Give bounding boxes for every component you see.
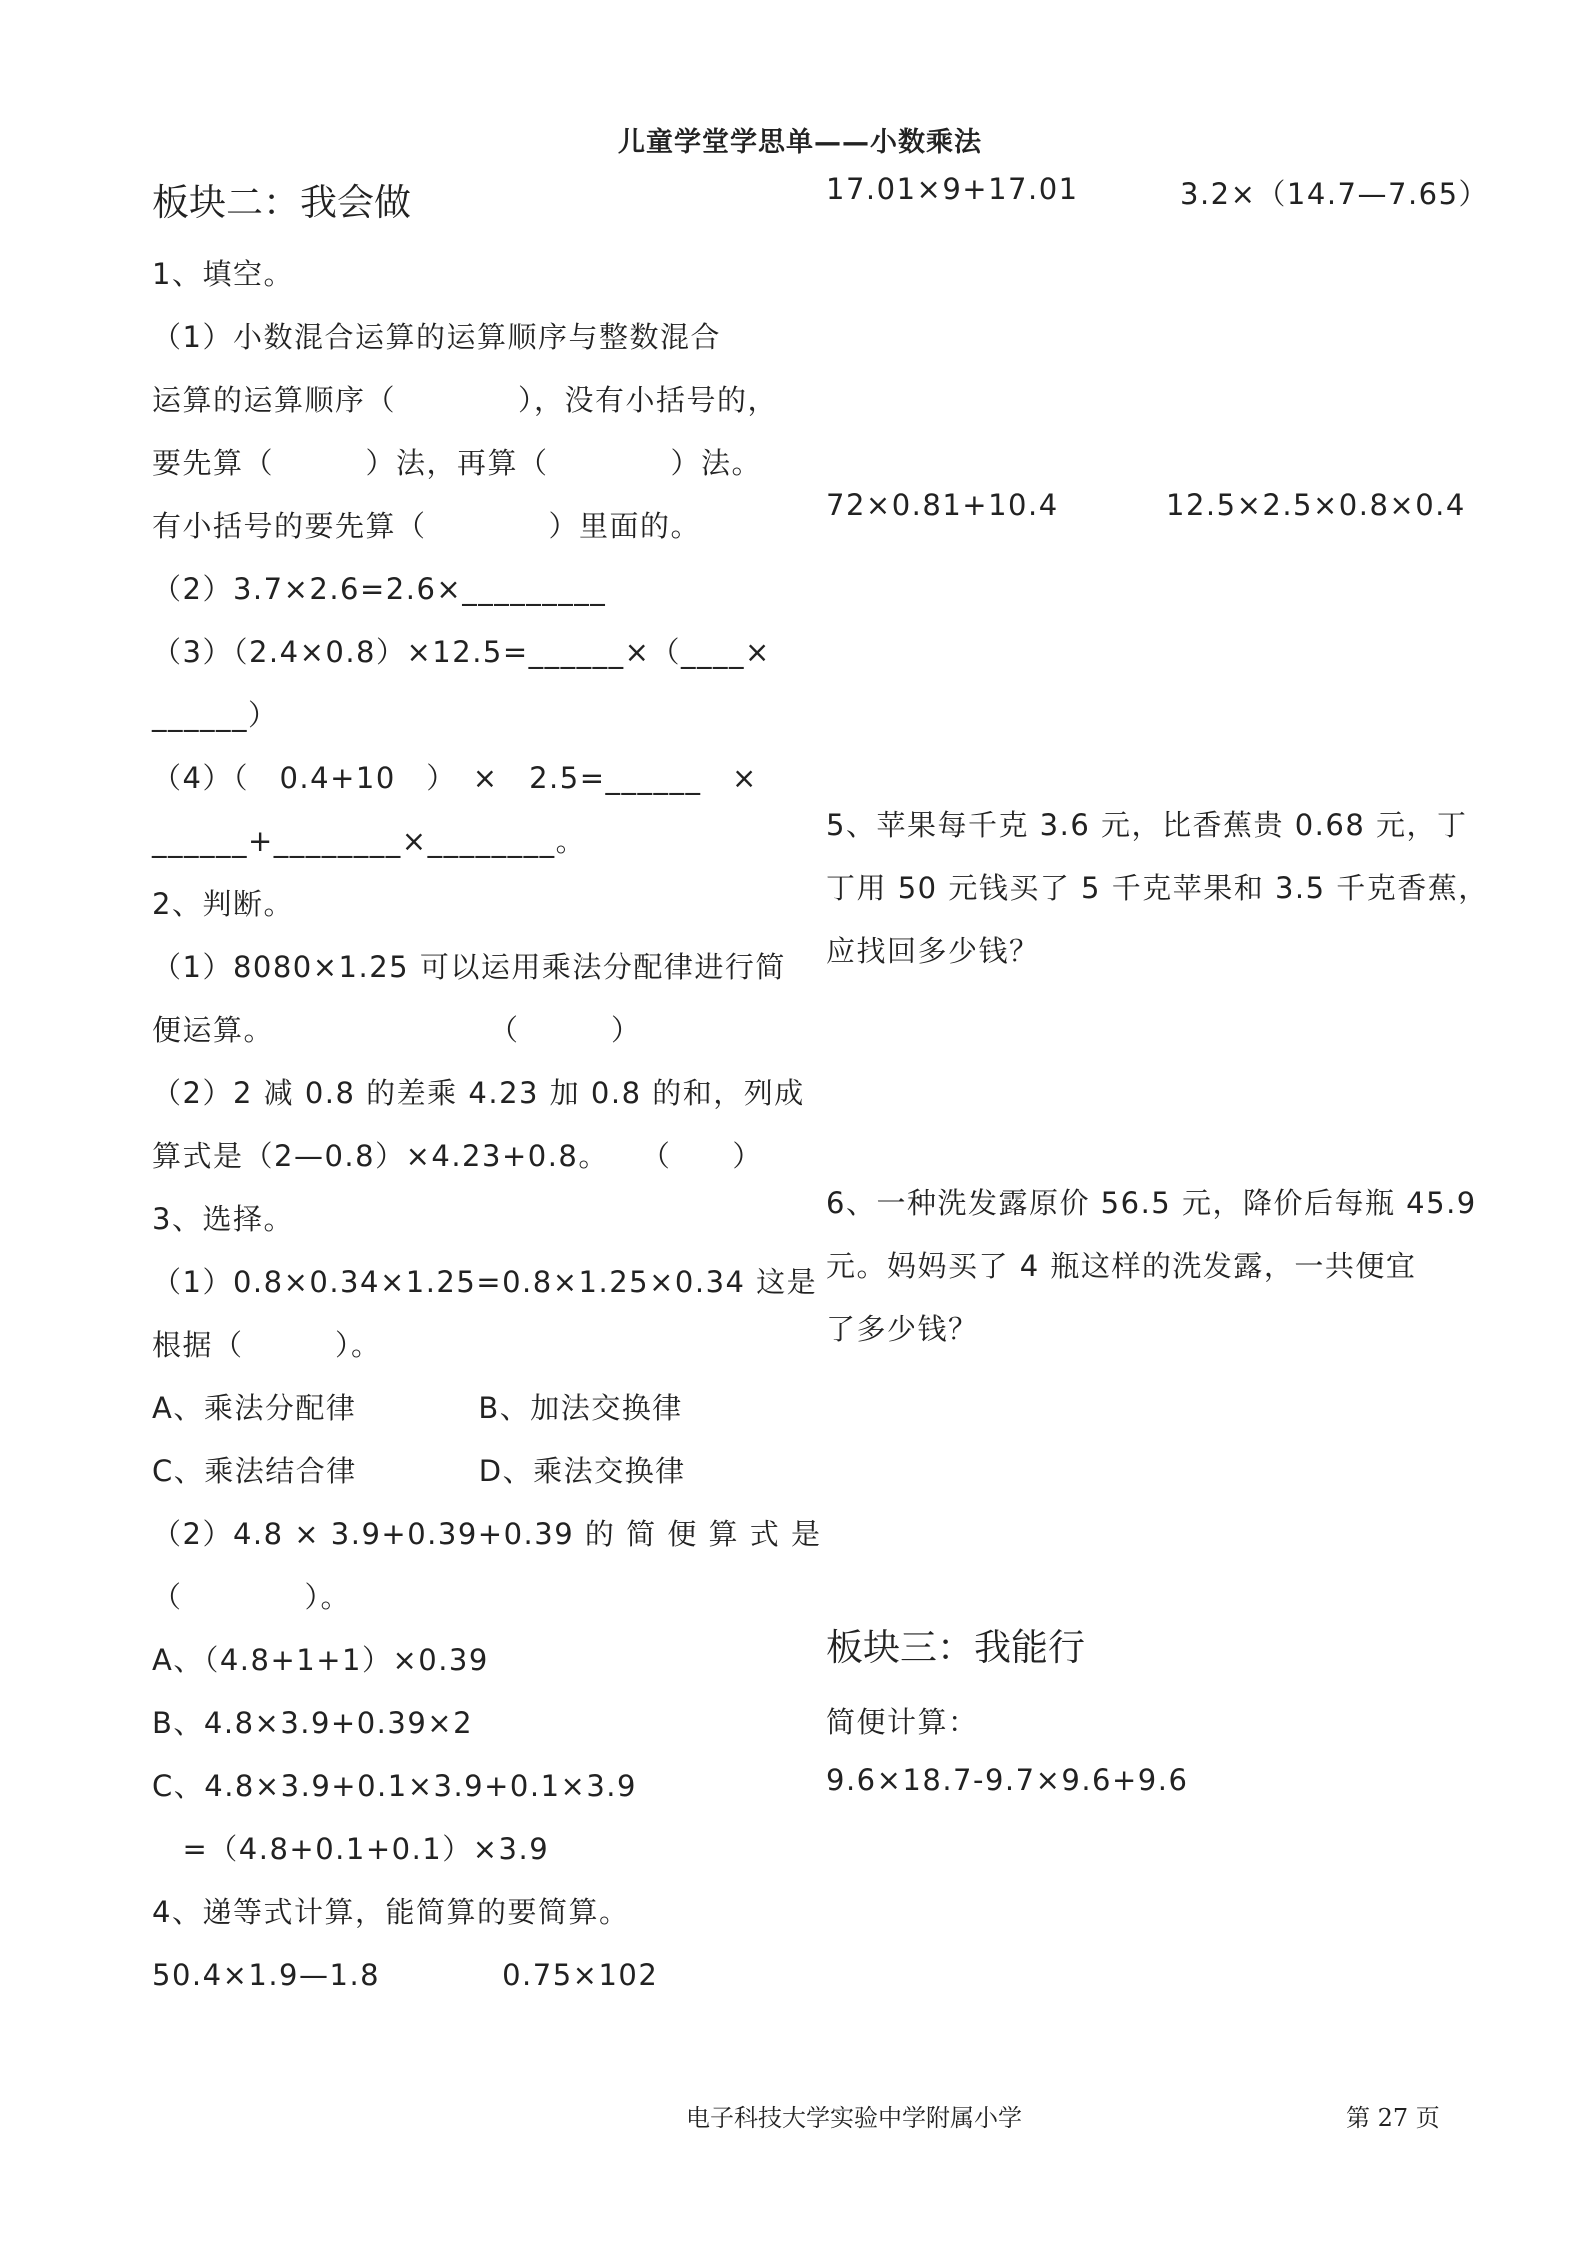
q1-4-line2: ______+________×________。 xyxy=(152,824,587,858)
q1-1-line4: 有小括号的要先算（ ）里面的。 xyxy=(152,509,702,543)
q3-2-line2: （ ）。 xyxy=(152,1580,352,1614)
q3-2-option-b: B、4.8×3.9+0.39×2 xyxy=(152,1706,474,1740)
section-title-3: 板块三：我能行 xyxy=(826,1626,1085,1669)
q6-line2: 元。妈妈买了 4 瓶这样的洗发露，一共便宜 xyxy=(826,1249,1417,1283)
q3-1-options-cd: C、乘法结合律 D、乘法交换律 xyxy=(152,1454,686,1488)
q3-2-line1: （2）4.8 × 3.9+0.39+0.39 的 简 便 算 式 是 xyxy=(152,1517,822,1551)
q4-expr-3: 72×0.81+10.4 xyxy=(826,488,1059,522)
footer-school: 电子科技大学实验中学附属小学 xyxy=(686,2104,1022,2132)
q2-heading: 2、判断。 xyxy=(152,887,294,921)
q3-1-line2: 根据（ ）。 xyxy=(152,1328,382,1362)
q4-row1: 50.4×1.9—1.8 0.75×102 xyxy=(152,1958,659,1992)
q2-2-line1: （2）2 减 0.8 的差乘 4.23 加 0.8 的和，列成 xyxy=(152,1076,805,1110)
q2-1-line2: 便运算。 （ ） xyxy=(152,1013,642,1047)
simplify-heading: 简便计算： xyxy=(826,1705,979,1739)
q1-1-line3: 要先算（ ）法，再算（ ）法。 xyxy=(152,446,763,480)
q3-2-option-c-cont: =（4.8+0.1+0.1）×3.9 xyxy=(152,1832,550,1866)
q1-3-line1: （3）（2.4×0.8）×12.5=______×（____× xyxy=(152,635,771,669)
q1-2: （2）3.7×2.6=2.6×_________ xyxy=(152,572,607,606)
q3-1-options-ab: A、乘法分配律 B、加法交换律 xyxy=(152,1391,683,1425)
q1-3-line2: ______） xyxy=(152,698,279,732)
q3-heading: 3、选择。 xyxy=(152,1202,294,1236)
q2-2-line2: 算式是（2—0.8）×4.23+0.8。 （ ） xyxy=(152,1139,763,1173)
q6-line3: 了多少钱？ xyxy=(826,1312,979,1346)
q1-1-line1: （1）小数混合运算的运算顺序与整数混合 xyxy=(152,320,721,354)
q5-line1: 5、苹果每千克 3.6 元，比香蕉贵 0.68 元，丁 xyxy=(826,808,1468,842)
q4-expr-4: 12.5×2.5×0.8×0.4 xyxy=(1166,488,1466,522)
q5-line2: 丁用 50 元钱买了 5 千克苹果和 3.5 千克香蕉， xyxy=(826,871,1489,905)
q1-heading: 1、填空。 xyxy=(152,257,294,291)
q4-heading: 4、递等式计算，能简算的要简算。 xyxy=(152,1895,630,1929)
page-title: 儿童学堂学思单——小数乘法 xyxy=(618,127,982,158)
q3-2-option-a: A、（4.8+1+1）×0.39 xyxy=(152,1643,489,1677)
q1-1-line2: 运算的运算顺序（ ），没有小括号的， xyxy=(152,383,779,417)
q3-2-option-c: C、4.8×3.9+0.1×3.9+0.1×3.9 xyxy=(152,1769,637,1803)
footer-page-number: 第 27 页 xyxy=(1346,2104,1440,2132)
q6-line1: 6、一种洗发露原价 56.5 元，降价后每瓶 45.9 xyxy=(826,1186,1477,1220)
q3-1-line1: （1）0.8×0.34×1.25=0.8×1.25×0.34 这是 xyxy=(152,1265,818,1299)
q2-1-line1: （1）8080×1.25 可以运用乘法分配律进行简 xyxy=(152,950,786,984)
q5-line3: 应找回多少钱？ xyxy=(826,934,1040,968)
q1-4-line1: （4）（ 0.4+10 ） × 2.5=______ × xyxy=(152,761,758,795)
simplify-expr: 9.6×18.7-9.7×9.6+9.6 xyxy=(826,1763,1189,1797)
q4-expr-2: 3.2×（14.7—7.65） xyxy=(1180,177,1490,211)
section-title-2: 板块二：我会做 xyxy=(152,181,411,224)
q4-expr-1: 17.01×9+17.01 xyxy=(826,172,1079,206)
